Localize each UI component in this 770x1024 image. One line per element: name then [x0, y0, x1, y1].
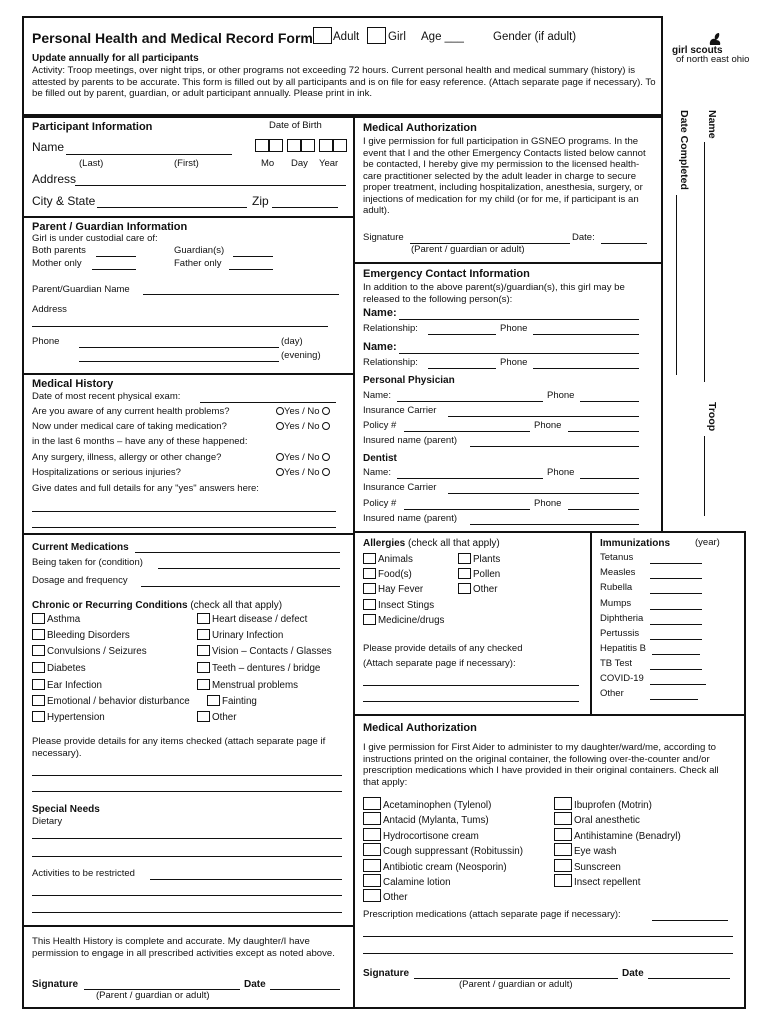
left-sep-4 [22, 925, 355, 927]
immunization-item: TB Test [600, 658, 633, 669]
day-label: Day [291, 158, 308, 169]
history-q1-yes-no[interactable]: Yes / No [276, 407, 330, 418]
otc-option[interactable]: Oral anesthetic [554, 812, 640, 826]
checkbox[interactable] [363, 859, 381, 872]
chronic-details-line-2[interactable] [32, 791, 342, 792]
pg-name-label: Parent/Guardian Name [32, 284, 130, 295]
physician-insured-field[interactable] [470, 446, 639, 447]
checkbox[interactable] [458, 583, 471, 594]
checkbox[interactable] [554, 812, 572, 825]
allergies-details-1: Please provide details of any checked [363, 643, 523, 654]
dentist-carrier-label: Insurance Carrier [363, 482, 437, 493]
authorization1-text: I give permission for full participation in GSNEO programs. In the event that I and the other Emergency Contacts listed below cannot be contacted, I hereby give my permission to the licensed health-care practitioner selected by the adult leader in charge to secure proper treatment, including hospitalization, anesthesia, surgery, or injections of medication for my child (or for me, if participant is an adult). [363, 136, 646, 216]
checkbox[interactable] [554, 874, 572, 887]
immunization-year-field[interactable] [650, 563, 702, 564]
allergies-details-line-2[interactable] [363, 701, 579, 702]
dentist-policy-phone-label: Phone [534, 498, 562, 509]
adult-checkbox[interactable] [313, 27, 332, 44]
complete-parent-label: (Parent / guardian or adult) [96, 990, 210, 1001]
otc-option[interactable]: Antihistamine (Benadryl) [554, 828, 681, 842]
father-only-field[interactable] [229, 269, 273, 270]
authorization1-date-field[interactable] [601, 243, 647, 244]
emergency-relationship-1-field[interactable] [428, 334, 496, 335]
left-sep-1 [22, 216, 355, 218]
checkbox[interactable] [554, 828, 572, 841]
no-radio[interactable] [322, 468, 330, 476]
chronic-option[interactable]: Convulsions / Seizures [32, 645, 147, 657]
dietary-line-1[interactable] [32, 838, 342, 839]
immunization-item: Hepatitis B [600, 643, 646, 654]
both-parents-field[interactable] [96, 256, 136, 257]
complete-signature-label: Signature [32, 979, 79, 990]
allergy-option[interactable]: Medicine/drugs [363, 614, 444, 626]
checkbox[interactable] [554, 859, 572, 872]
physician-policy-phone-field[interactable] [568, 431, 639, 432]
prescription-line-3[interactable] [363, 953, 733, 954]
authorization1-parent-label: (Parent / guardian or adult) [411, 244, 525, 255]
activities-restricted-field[interactable] [150, 879, 342, 880]
chronic-option[interactable]: Urinary Infection [197, 629, 283, 641]
left-sep-2 [22, 373, 355, 375]
authorization1-heading: Medical Authorization [363, 122, 477, 134]
dob-day-box-2[interactable] [301, 139, 315, 152]
otc-option[interactable]: Eye wash [554, 843, 616, 857]
physician-carrier-label: Insurance Carrier [363, 405, 437, 416]
last-label: (Last) [79, 158, 104, 169]
form-title: Personal Health and Medical Record Form [32, 30, 313, 46]
dentist-name-field[interactable] [397, 478, 543, 479]
checkbox[interactable] [207, 695, 220, 706]
allergy-option[interactable]: Insect Stings [363, 599, 434, 611]
mother-only-label: Mother only [32, 258, 82, 269]
checkbox[interactable] [363, 614, 376, 625]
checkbox[interactable] [363, 843, 381, 856]
otc-option[interactable]: Insect repellent [554, 874, 640, 888]
pg-name-field[interactable] [143, 294, 339, 295]
checkbox[interactable] [32, 613, 45, 624]
custodial-label: Girl is under custodial care of: [32, 233, 158, 244]
checkbox[interactable] [197, 629, 210, 640]
emergency-name-1-label: Name: [363, 307, 397, 319]
no-radio[interactable] [322, 422, 330, 430]
guardians-label: Guardian(s) [174, 245, 225, 256]
authorization2-date-label: Date [622, 968, 644, 979]
prescription-field[interactable] [652, 920, 728, 921]
emergency-name-2-field[interactable] [399, 353, 639, 354]
authorization2-text: I give permission for First Aider to administer to my daughter/ward/me, according to instructions printed on the original container, the following over-the-counter and/or prescription medications which I have provided in their original containers. Check all that apply: [363, 742, 719, 788]
dentist-policy-phone-field[interactable] [568, 509, 639, 510]
dentist-name-label: Name: [363, 467, 391, 478]
immunization-year-field[interactable] [650, 639, 702, 640]
side-date-line [676, 195, 677, 375]
checkbox[interactable] [197, 645, 210, 656]
allergy-option[interactable]: Hay Fever [363, 583, 423, 595]
immunization-item: Other [600, 688, 624, 699]
pg-phone-day-label: (day) [281, 336, 303, 347]
dentist-insured-label: Insured name (parent) [363, 513, 457, 524]
physician-policy-label: Policy # [363, 420, 397, 431]
checkbox[interactable] [32, 711, 45, 722]
checkbox[interactable] [458, 553, 471, 564]
history-q2: Now under medical care of taking medication? [32, 421, 227, 432]
allergy-option[interactable]: Pollen [458, 568, 500, 580]
girl-checkbox[interactable] [367, 27, 386, 44]
dietary-line-2[interactable] [32, 856, 342, 857]
immunization-item: Rubella [600, 582, 633, 593]
emergency-relationship-2-field[interactable] [428, 368, 496, 369]
dentist-carrier-field[interactable] [448, 493, 639, 494]
chronic-option[interactable]: Fainting [207, 695, 257, 707]
city-state-field[interactable] [97, 207, 247, 208]
side-troop-line [704, 436, 705, 516]
allergies-heading: Allergies (check all that apply) [363, 538, 500, 549]
physician-policy-phone-label: Phone [534, 420, 562, 431]
both-parents-label: Both parents [32, 245, 86, 256]
checkbox[interactable] [32, 695, 45, 706]
otc-option[interactable]: Sunscreen [554, 859, 621, 873]
allergies-details-line-1[interactable] [363, 685, 579, 686]
logo-subtext: of north east ohio [676, 54, 750, 65]
immunizations-year-label: (year) [695, 537, 720, 548]
otc-option[interactable]: Hydrocortisone cream [363, 828, 479, 842]
pg-phone-label: Phone [32, 336, 60, 347]
activities-restricted-line-2[interactable] [32, 895, 342, 896]
emergency-relationship-2-label: Relationship: [363, 357, 418, 368]
allergy-option[interactable]: Other [458, 583, 498, 595]
logo-text: girl scouts [672, 45, 723, 56]
mother-only-field[interactable] [92, 269, 136, 270]
adult-label: Adult [333, 31, 360, 43]
history-details-line-1[interactable] [32, 511, 336, 512]
allergies-details-2: (Attach separate page if necessary): [363, 658, 516, 669]
immunization-year-field[interactable] [650, 609, 702, 610]
authorization1-date-label: Date: [572, 232, 595, 243]
physician-phone-field[interactable] [580, 401, 639, 402]
checkbox[interactable] [363, 889, 381, 902]
emergency-phone-1-field[interactable] [533, 334, 639, 335]
checkbox[interactable] [363, 797, 381, 810]
history-q4-yes-no[interactable]: Yes / No [276, 453, 330, 464]
allergy-option[interactable]: Food(s) [363, 568, 412, 580]
otc-option[interactable]: Cough suppressant (Robitussin) [363, 843, 523, 857]
activities-restricted-line-3[interactable] [32, 912, 342, 913]
checkbox[interactable] [32, 629, 45, 640]
emergency-phone-2-field[interactable] [533, 368, 639, 369]
yes-radio[interactable] [276, 422, 284, 430]
immunization-item: Tetanus [600, 552, 634, 563]
otc-option[interactable]: Ibuprofen (Motrin) [554, 797, 652, 811]
checkbox[interactable] [363, 812, 381, 825]
dob-mo-box-1[interactable] [255, 139, 269, 152]
dob-year-box-2[interactable] [333, 139, 347, 152]
left-sep-3 [22, 533, 355, 535]
checkbox[interactable] [554, 843, 572, 856]
current-medications-field[interactable] [135, 552, 340, 553]
activity-text: Activity: Troop meetings, over night trips, or other programs not exceeding 72 hours. Current personal health and medical summary (history) is attested by parents to be accurate. This form is filled out by all participants and is on file for easy reference. (Attach separate page if necessary). To be filled out by parent, guardian, or adult participant annually. Please print in ink. [32, 65, 656, 99]
activities-restricted-label: Activities to be restricted [32, 868, 135, 879]
emergency-relationship-1-label: Relationship: [363, 323, 418, 334]
immunization-year-field[interactable] [650, 684, 706, 685]
immunization-year-field[interactable] [650, 669, 702, 670]
history-q2-yes-no[interactable]: Yes / No [276, 422, 330, 433]
otc-option[interactable]: Calamine lotion [363, 874, 451, 888]
checkbox[interactable] [197, 711, 210, 722]
dentist-insured-field[interactable] [470, 524, 639, 525]
immunization-item: Pertussis [600, 628, 640, 639]
history-q3: in the last 6 months – have any of these happened: [32, 436, 248, 447]
chronic-option[interactable]: Hypertension [32, 711, 105, 723]
chronic-details-line-1[interactable] [32, 775, 342, 776]
side-troop-label: Troop [706, 402, 718, 432]
yes-radio[interactable] [276, 407, 284, 415]
right-sep-2 [353, 714, 746, 716]
guardians-field[interactable] [233, 256, 273, 257]
side-name-label: Name [706, 110, 718, 139]
year-label: Year [319, 158, 339, 169]
immunization-year-field[interactable] [650, 593, 702, 594]
history-q5: Hospitalizations or serious injuries? [32, 467, 181, 478]
checkbox[interactable] [554, 797, 572, 810]
dentist-phone-label: Phone [547, 467, 575, 478]
checkbox[interactable] [363, 874, 381, 887]
chronic-option[interactable]: Ear Infection [32, 679, 102, 691]
history-q5-yes-no[interactable]: Yes / No [276, 468, 330, 479]
checkbox[interactable] [32, 662, 45, 673]
checkbox[interactable] [32, 679, 45, 690]
chronic-heading: Chronic or Recurring Conditions (check all that apply) [32, 600, 283, 611]
checkbox[interactable] [363, 599, 376, 610]
right-sep-1 [353, 262, 663, 264]
authorization2-date-field[interactable] [648, 978, 730, 979]
history-q6: Give dates and full details for any "yes" answers here: [32, 483, 259, 494]
dentist-heading: Dentist [363, 453, 397, 464]
complete-text: This Health History is complete and accurate. My daughter/I have permission to engage in all prescribed activities except as noted above. [32, 936, 335, 959]
history-q1: Are you aware of any current health problems? [32, 406, 230, 417]
girl-label: Girl [388, 31, 406, 43]
chronic-details-text: Please provide details for any items checked (attach separate page if necessary). [32, 736, 326, 759]
prescription-label: Prescription medications (attach separate page if necessary): [363, 909, 621, 920]
immunization-year-field[interactable] [650, 578, 702, 579]
yes-radio[interactable] [276, 468, 284, 476]
chronic-option[interactable]: Diabetes [32, 662, 86, 674]
current-medications-label: Current Medications [32, 542, 129, 553]
dob-day-box-1[interactable] [287, 139, 301, 152]
physician-name-label: Name: [363, 390, 391, 401]
dob-year-box-1[interactable] [319, 139, 333, 152]
emergency-heading: Emergency Contact Information [363, 268, 530, 280]
immunizations-heading: Immunizations [600, 538, 671, 549]
dosage-label: Dosage and frequency [32, 575, 128, 586]
immunization-item: Measles [600, 567, 636, 578]
taken-for-field[interactable] [158, 568, 340, 569]
emergency-text: In addition to the above parent(s)/guardian(s), this girl may be released to the following person(s): [363, 282, 625, 305]
participant-heading: Participant Information [32, 121, 153, 133]
physician-heading: Personal Physician [363, 375, 455, 386]
chronic-option[interactable]: Teeth – dentures / bridge [197, 662, 320, 674]
checkbox[interactable] [363, 583, 376, 594]
immunization-year-field[interactable] [652, 654, 700, 655]
dentist-policy-label: Policy # [363, 498, 397, 509]
chronic-option[interactable]: Menstrual problems [197, 679, 298, 691]
dob-label: Date of Birth [269, 120, 322, 131]
chronic-option[interactable]: Asthma [32, 613, 80, 625]
checkbox[interactable] [197, 679, 210, 690]
checkbox[interactable] [32, 645, 45, 656]
dentist-policy-field[interactable] [404, 509, 530, 510]
authorization2-heading: Medical Authorization [363, 722, 477, 734]
dietary-label: Dietary [32, 816, 63, 827]
address-label: Address [32, 172, 77, 186]
otc-option[interactable]: Antacid (Mylanta, Tums) [363, 812, 489, 826]
pg-address-field[interactable] [32, 326, 328, 327]
authorization2-signature-label: Signature [363, 968, 410, 979]
physician-phone-label: Phone [547, 390, 575, 401]
pg-phone-evening-field[interactable] [79, 361, 279, 362]
chronic-option[interactable]: Bleeding Disorders [32, 629, 130, 641]
zip-field[interactable] [272, 207, 338, 208]
otc-option[interactable]: Other [363, 889, 408, 903]
checkbox[interactable] [363, 568, 376, 579]
side-name-line [704, 142, 705, 382]
mo-label: Mo [261, 158, 275, 169]
pg-address-label: Address [32, 304, 67, 315]
immunization-year-field[interactable] [650, 624, 702, 625]
prescription-line-2[interactable] [363, 936, 733, 937]
immunization-item: Diphtheria [600, 613, 644, 624]
pg-phone-evening-label: (evening) [281, 350, 321, 361]
no-radio[interactable] [322, 407, 330, 415]
allergy-immunization-divider [590, 531, 592, 714]
authorization2-parent-label: (Parent / guardian or adult) [459, 979, 573, 990]
immunization-year-field[interactable] [650, 699, 698, 700]
history-q0: Date of most recent physical exam: [32, 391, 181, 402]
father-only-label: Father only [174, 258, 222, 269]
checkbox[interactable] [197, 662, 210, 673]
address-field[interactable] [75, 185, 346, 186]
checkbox[interactable] [363, 828, 381, 841]
pg-phone-day-field[interactable] [79, 347, 279, 348]
dob-mo-box-2[interactable] [269, 139, 283, 152]
history-heading: Medical History [32, 378, 114, 390]
guardian-heading: Parent / Guardian Information [32, 221, 188, 233]
authorization1-signature-label: Signature [363, 232, 404, 243]
side-date-completed-label: Date Completed [678, 110, 690, 190]
special-needs-heading: Special Needs [32, 804, 100, 815]
otc-option[interactable]: Antibiotic cream (Neosporin) [363, 859, 507, 873]
complete-date-field[interactable] [270, 989, 340, 990]
chronic-option[interactable]: Emotional / behavior disturbance [32, 695, 190, 707]
no-radio[interactable] [322, 453, 330, 461]
history-q4: Any surgery, illness, allergy or other change? [32, 452, 222, 463]
yes-radio[interactable] [276, 453, 284, 461]
dosage-field[interactable] [141, 586, 340, 587]
physician-name-field[interactable] [397, 401, 543, 402]
chronic-option[interactable]: Vision – Contacts / Glasses [197, 645, 332, 657]
dentist-phone-field[interactable] [580, 478, 639, 479]
physician-insured-label: Insured name (parent) [363, 435, 457, 446]
physical-exam-date-field[interactable] [200, 402, 336, 403]
emergency-phone-2-label: Phone [500, 357, 528, 368]
taken-for-label: Being taken for (condition) [32, 557, 143, 568]
city-state-label: City & State [32, 194, 96, 208]
allergy-option[interactable]: Animals [363, 553, 413, 565]
history-details-line-2[interactable] [32, 527, 336, 528]
immunization-item: COVID-19 [600, 673, 644, 684]
name-field[interactable] [66, 154, 232, 155]
checkbox[interactable] [363, 553, 376, 564]
age-label: Age ___ [421, 31, 464, 43]
checkbox[interactable] [458, 568, 471, 579]
first-label: (First) [174, 158, 199, 169]
immunization-item: Mumps [600, 598, 632, 609]
update-line: Update annually for all participants [32, 53, 199, 64]
checkbox[interactable] [197, 613, 210, 624]
emergency-name-2-label: Name: [363, 341, 397, 353]
emergency-phone-1-label: Phone [500, 323, 528, 334]
physician-policy-field[interactable] [404, 431, 530, 432]
gender-label: Gender (if adult) [493, 31, 577, 43]
allergy-option[interactable]: Plants [458, 553, 500, 565]
complete-date-label: Date [244, 979, 266, 990]
physician-carrier-field[interactable] [448, 416, 639, 417]
name-label: Name [32, 140, 65, 154]
otc-option[interactable]: Acetaminophen (Tylenol) [363, 797, 491, 811]
chronic-option[interactable]: Other [197, 711, 237, 723]
emergency-name-1-field[interactable] [399, 319, 639, 320]
zip-label: Zip [252, 194, 269, 208]
chronic-option[interactable]: Heart disease / defect [197, 613, 307, 625]
